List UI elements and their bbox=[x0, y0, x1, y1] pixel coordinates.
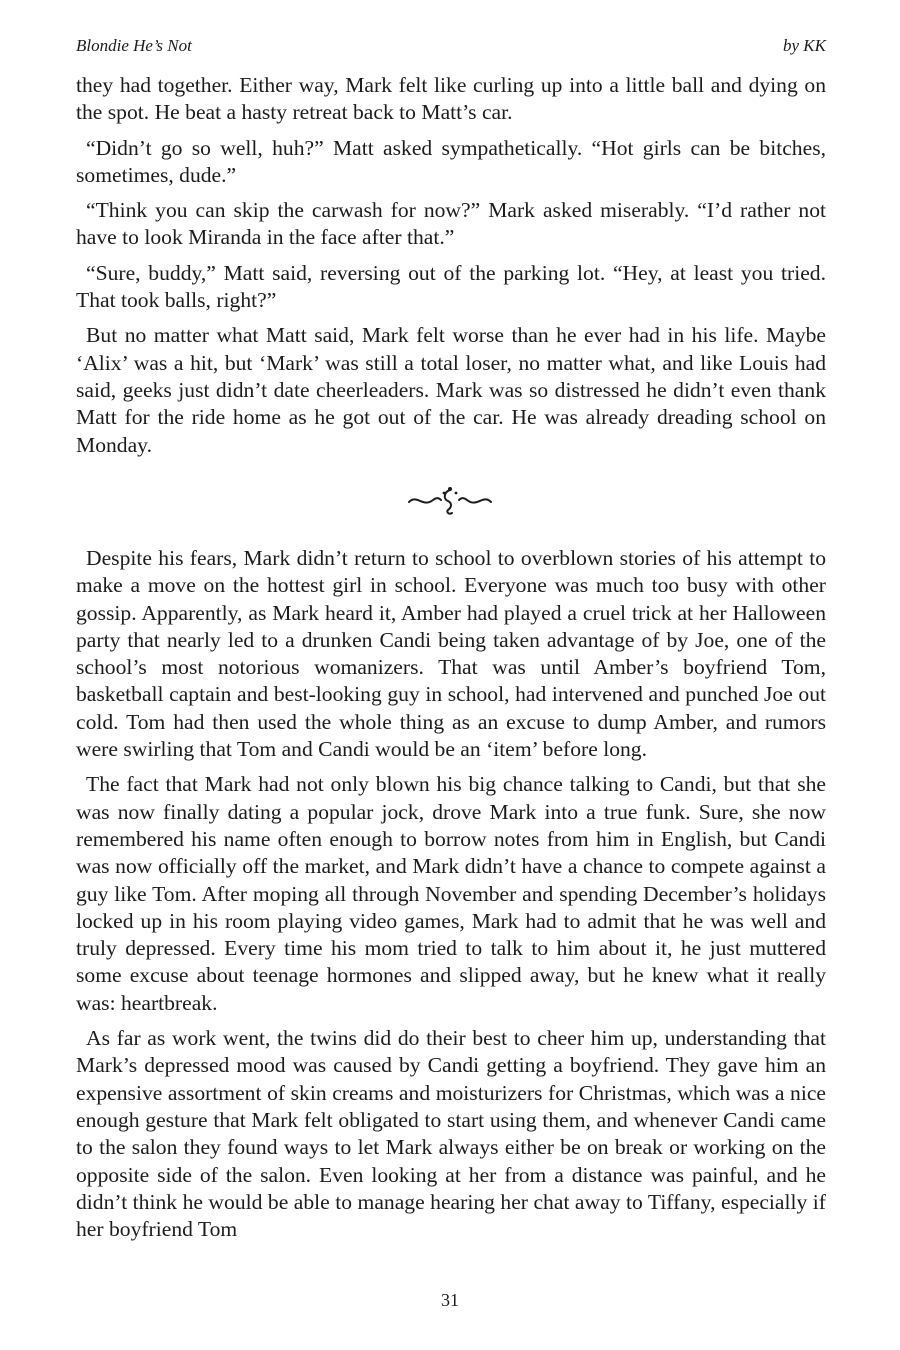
paragraph: The fact that Mark had not only blown his big chance talking to Candi, but that she was now finally dating a popular jock, drove Mark into a true funk. Sure, she now remembered his name often enough to borrow notes from him in English, but Candi was now officially off the market, and Mark didn’t have a chance to compete against a guy like Tom. After moping all through November and spending December’s holidays locked up in his room playing video games, Mark had to admit that he was well and truly depressed. Every time his mom tried to talk to him about it, he just muttered some excuse about teenage hormones and slipped away, but he knew what it really was: heartbreak. bbox=[76, 772, 826, 1015]
page-number: 31 bbox=[441, 1290, 459, 1310]
paragraph: they had together. Either way, Mark felt like curling up into a little ball and dying on the spot. He beat a hasty retreat back to Matt’s car. bbox=[76, 73, 826, 125]
paragraph: “Sure, buddy,” Matt said, reversing out of the parking lot. “Hey, at least you tried. That took balls, right?” bbox=[76, 260, 826, 313]
paragraph: “Didn’t go so well, huh?” Matt asked sympathetically. “Hot girls can be bitches, sometimes, dude.” bbox=[76, 135, 826, 187]
scene-break-flourish-icon bbox=[405, 484, 495, 518]
paragraph: As far as work went, the twins did do their best to cheer him up, understanding that Mark’s depressed mood was caused by Candi getting a boyfriend. They gave him an expensive assortment of skin creams and moisturizers for Christmas, which was a nice enough gesture that Mark felt obligated to start using them, and whenever Candi came to the salon they found ways to let Mark always either be on break or working on the opposite side of the salon. Even looking at her from a distance was painful, and he didn’t think he would be able to manage hearing her chat away to Tiffany, especially if her boyfriend Tom bbox=[76, 1026, 826, 1242]
paragraph: “Think you can skip the carwash for now?” Mark asked miserably. “I’d rather not have to look Miranda in the face after that.” bbox=[76, 198, 826, 250]
book-title: Blondie He’s Not bbox=[76, 36, 192, 55]
running-header bbox=[76, 36, 826, 58]
paragraph: Despite his fears, Mark didn’t return to school to overblown stories of his attempt to make a move on the hottest girl in school. Everyone was much too busy with other gossip. Apparently, as Mark heard it, Amber had played a cruel trick at her Halloween party that nearly led to a drunken Candi being taken advantage of by Joe, one of the school’s most notorious womanizers. That was until Amber’s boyfriend Tom, basketball captain and best-looking guy in school, had intervened and punched Joe out cold. Tom had then used the whole thing as an excuse to dump Amber, and rumors were swirling that Tom and Candi would be an ‘item’ before long. bbox=[76, 546, 826, 762]
text-block-before-break bbox=[76, 72, 826, 467]
text-block-after-break bbox=[76, 545, 826, 1251]
scene-break bbox=[0, 484, 900, 520]
author-credit: by KK bbox=[783, 36, 826, 55]
paragraph: But no matter what Matt said, Mark felt worse than he ever had in his life. Maybe ‘Alix’ was a hit, but ‘Mark’ was still a total loser, no matter what, and like Louis had said, geeks just didn’t date cheerleaders. Mark was so distressed he didn’t even thank Matt for the ride home as he got out of the car. He was already dreading school on Monday. bbox=[76, 323, 826, 457]
